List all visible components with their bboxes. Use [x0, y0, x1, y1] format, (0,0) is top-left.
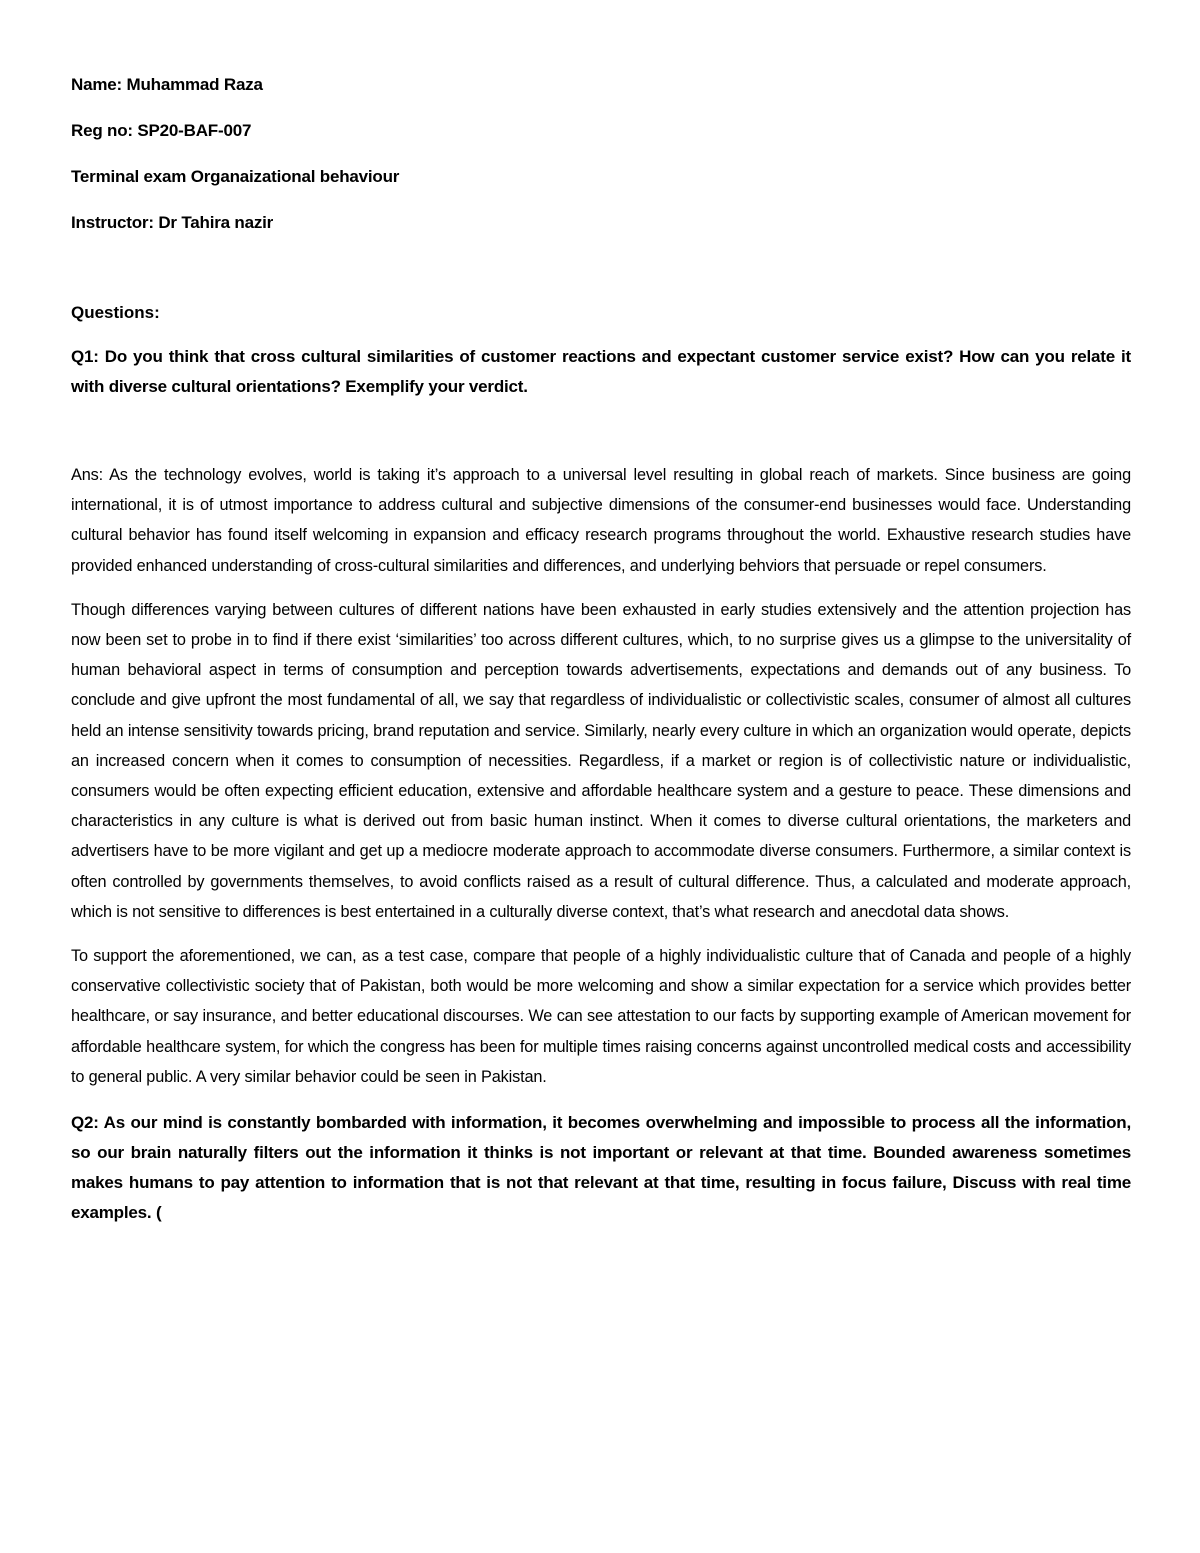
- question-2: Q2: As our mind is constantly bombarded with information, it becomes overwhelming and impossible to process all the information, so our brain naturally filters out the information it thinks is not important or relevant at that time. Bounded awareness sometimes makes humans to pay attention to information that is not that relevant at that time, resulting in focus failure, Discuss with real time examples. (: [71, 1113, 1131, 1223]
- answer-1-paragraph-2: Though differences varying between cultures of different nations have been exhausted in early studies extensively and the attention projection has now been set to probe in to find if there exist ‘similarities’ too across different cultures, which, to no surprise gives us a glimpse to the universitality of human behavioral aspect in terms of consumption and perception towards advertisements, expectations and demands out of any business. To conclude and give upfront the most fundamental of all, we say that regardless of individualistic or collectivistic scales, consumer of almost all cultures held an intense sensitivity towards pricing, brand reputation and service. Similarly, nearly every culture in which an organization would operate, depicts an increased concern when it comes to consumption of necessities. Regardless, if a market or region is of collectivistic nature or individualistic, consumers would be often expecting efficient education, extensive and affordable healthcare system and a gesture to peace. These dimensions and characteristics in any culture is what is derived out from basic human instinct. When it comes to diverse cultural orientations, the marketers and advertisers have to be more vigilant and get up a mediocre moderate approach to accommodate diverse consumers. Furthermore, a similar context is often controlled by governments themselves, to avoid conflicts raised as a result of cultural difference. Thus, a calculated and moderate approach, which is not sensitive to differences is best entertained in a culturally diverse context, that’s what research and anecdotal data shows.: [71, 600, 1131, 921]
- answer-1-paragraph-3: To support the aforementioned, we can, as a test case, compare that people of a highly individualistic culture that of Canada and people of a highly conservative collectivistic society that of Pakistan, both would be more welcoming and show a similar expectation for a service which provides better healthcare, or say insurance, and better educational discourses. We can see attestation to our facts by supporting example of American movement for affordable healthcare system, for which the congress has been for multiple times raising concerns against uncontrolled medical costs and accessibility to general public. A very similar behavior could be seen in Pakistan.: [71, 947, 1131, 1086]
- instructor-name: Instructor: Dr Tahira nazir: [71, 213, 274, 232]
- answer-1-paragraph-1: Ans: As the technology evolves, world is taking it’s approach to a universal level resulting in global reach of markets. Since business are going international, it is of utmost importance to address cultural and subjective dimensions of the consumer-end businesses would face. Understanding cultural behavior has found itself welcoming in expansion and efficacy research programs throughout the world. Exhaustive research studies have provided enhanced understanding of cross-cultural similarities and differences, and underlying behviors that persuade or repel consumers.: [71, 466, 1131, 575]
- student-name: Name: Muhammad Raza: [71, 75, 263, 94]
- document-content: [71, 70, 1131, 1228]
- exam-title: Terminal exam Organaizational behaviour: [71, 167, 400, 186]
- registration-number: Reg no: SP20-BAF-007: [71, 121, 252, 140]
- question-1: Q1: Do you think that cross cultural similarities of customer reactions and expectant customer service exist? How can you relate it with diverse cultural orientations? Exemplify your verdict.: [71, 347, 1131, 396]
- questions-heading: Questions:: [71, 303, 160, 322]
